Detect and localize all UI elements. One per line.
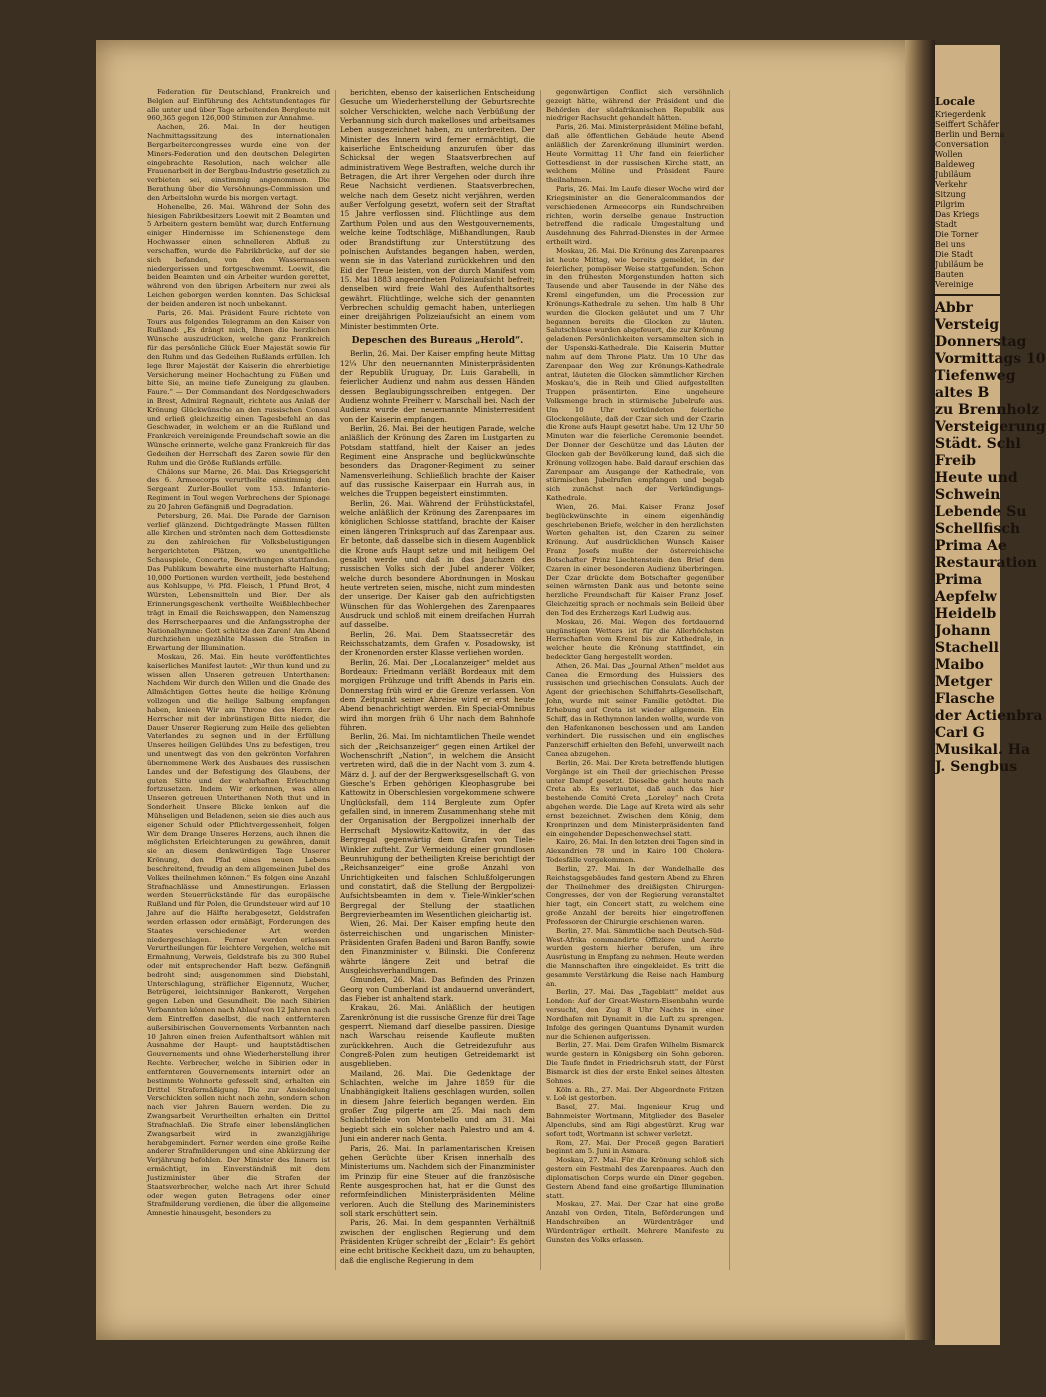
next-page-snippet: Städt. Schl	[935, 436, 1021, 452]
news-item: berichten, ebenso der kaiserlichen Entscheidung Gesuche um Wiederherstellung der Geburtsrechte solcher Verschickten, welche nach Verbüßung der Verbannung sich durch makelloses und arbeitsames Leben ausgezeichnet haben, zu unterbreiten. Der Minister des Innern wird ferner ermächtigt, die kaiserliche Entscheidung anzurufen über das Schicksal der wegen Staatsverbrechen auf administrativem Wege Bestraften, welche durch ihr Betragen, die Art ihrer Vergehen oder durch ihre Reue Nachsicht verdienen. Staatsverbrechen, welche nach dem Gesetz nicht verjähren, werden außer Verfolgung gesetzt, wofern seit der Straftat 15 Jahre verflossen sind. Flüchtlinge aus dem Zarthum Polen und aus den Westgouvernements, welche keine Todtschläge, Mißhandlungen, Raub oder Brandstiftung zur Unterstützung des polnischen Aufstandes begangen haben, werden, wenn sie in das Vaterland zurückkehren und den Eid der Treue leisten, von der durch Manifest vom 15. Mai 1883 angeordneten Polizeiaufsicht befreit; denselben wird freie Wahl des Aufenthaltsortes gewährt. Flüchtlinge, welche sich der genannten Verbrechen schuldig gemacht haben, unterliegen einer dreijährigen Polizeiaufsicht an einem vom Minister bestimmten Orte.	[340, 88, 535, 331]
news-item: Berlin, 27. Mai. Dem Grafen Wilhelm Bismarck wurde gestern in Königsberg ein Sohn geboren. Die Taufe findet in Friedrichsruh statt, der Fürst Bismarck ist dies der erste Enkel seines ältesten Sohnes.	[546, 1041, 724, 1085]
next-page-snippet: Kriegerdenk	[935, 110, 986, 119]
section-heading: Depeschen des Bureaus „Herold“.	[351, 335, 524, 346]
news-item: Rom, 27. Mai. Der Proceß gegen Baratieri beginnt am 5. Juni in Asmara.	[546, 1138, 724, 1156]
next-page-snippet: Berlin und Berna	[935, 130, 1005, 139]
next-page-header: Locale	[935, 95, 976, 108]
news-item: Athen, 26. Mai. Das „Journal Athen“ meldet aus Canea die Ermordung des Huissiers des russischen und griechischen Consulats. Auch der Agent der griechischen Schiffahrts-Gesellschaft, John, wurde mit seiner Familie getödtet. Die Erhebung auf Creta ist wieder allgemein. Ein Schiff, das in Rethymnon landen wollte, wurde von den Hafenkanonen beschossen und am Landen verhindert. Die russischen und ein englisches Panzerschiff erhielten den Befehl, unverweilt nach Canea abzugehen.	[546, 661, 724, 759]
column-rule	[729, 90, 730, 1270]
news-item: Mailand, 26. Mai. Die Gedenktage der Schlachten, welche im Jahre 1859 für die Unabhängigkeit Italiens geschlagen wurden, sollen in diesem Jahre feierlich begangen werden. Ein großer Zug pilgerte am 25. Mai nach dem Schlachtfelde von Montebello und am 31. Mai begiebt sich ein solcher nach Palestro und am 4. Juni ein anderer nach Genta.	[340, 1068, 535, 1144]
next-page-snippet: Carl G	[935, 725, 985, 741]
next-page-snippet: Musikal. Ha	[935, 742, 1031, 758]
next-page-snippet: der Actienbra	[935, 708, 1043, 724]
next-page-snippet: Heute und	[935, 470, 1018, 486]
news-item: Berlin, 26. Mai. Während der Frühstückstafel, welche anläßlich der Krönung des Zarenpaares im königlichen Schlosse stattfand, brachte der Kaiser einen längeren Trinkspruch auf das Zarenpaar aus. Er betonte, daß dasselbe sich in diesem Augenblick die Krone aufs Haupt setze und mit heiligem Oel gesalbt werde und daß in das Jauchzen des russischen Volks sich der Jubel anderer Völker, welche durch besondere Abordnungen in Moskau heute vertreten seien, mische, nicht zum mindesten der unserige. Der Kaiser gab den aufrichtigsten Wünschen für das Wohlergehen des Zarenpaares Ausdruck und schloß mit einem dreifachen Hurrah auf dasselbe.	[340, 498, 535, 630]
next-page-snippet: Prima	[935, 572, 983, 588]
news-item: Paris, 26. Mai. Im Laufe dieser Woche wird der Kriegsminister an die Generalcommandos der verschiedenen Armeecorps ein Rundschreiben richten, worin derselbe genaue Instruction betreffend die radicale Umgestaltung und Ausdehnung des Fahrrad-Dienstes in der Armee ertheilt wird.	[546, 185, 724, 247]
next-page-snippet: Jubiläum be	[935, 260, 984, 269]
next-page-snippet: Freib	[935, 453, 977, 469]
next-page-snippet: Wollen	[935, 150, 963, 159]
news-item: Berlin, 27. Mai. In der Wandelhalle des Reichstagsgebäudes fand gestern Abend zu Ehren der Theilnehmer des dreißigsten Chirurgen-Congresses, der von der Regierung veranstaltet hier tagt, ein Concert statt, zu welchem eine große Anzahl der bereits hier eingetroffenen Professoren der Chirurgie erschienen waren.	[546, 864, 724, 926]
next-page-snippet: Stachell	[935, 640, 999, 656]
next-page-snippet: Verkehr	[935, 180, 968, 189]
next-page-snippet: Sitzung	[935, 190, 966, 199]
news-item: Moskau, 27. Mai. Der Czar hat eine große Anzahl von Orden, Titeln, Beförderungen und Handschreiben an Würdenträger und Würdenträger ertheilt. Mehrere Manifeste zu Gunsten des Volks erlassen.	[546, 1200, 724, 1244]
next-page-snippet: Pilgrim	[935, 200, 965, 209]
news-item: Moskau, 26. Mai. Die Krönung des Zarenpaares ist heute Mittag, wie bereits gemeldet, in der feierlicher, pompöser Weise stattgefunden. Schon in den frühesten Morgenstunden hatten sich Tausende und aber Tausende in der Nähe des Kreml eingefunden, um die Procession zur Krönungs-Kathedrale zu sehen. Um halb 8 Uhr wurden die Glocken geläutet und um 7 Uhr begannen bereits die Glocken zu läuten. Salutschüsse wurden abgefeuert, die zur Krönung geladenen Persönlichkeiten versammelten sich in der Uspenski-Kathedrale. Die Kaiserin Mutter nahm auf dem Throne Platz. Um 10 Uhr das Zarenpaar den Weg zur Krönungs-Kathedrale antrat, läuteten die Glocken sämmtlicher Kirchen Moskau's, die in Reih und Glied aufgestellten Truppen präsentirten. Eine ungeheure Volksmenge brach in stürmische Jubelrufe aus. Um 10 Uhr verkündeten feierliche Glockengeläute, daß der Czar sich und der Czarin die Krone aufs Haupt gesetzt habe. Um 12 Uhr 50 Minuten war die feierliche Ceremonie beendet. Der Donner der Geschütze und das Läuten der Glocken gab der Bevölkerung kund, daß sich die Krönung vollzogen habe. Bald darauf erschien das Zarenpaar am Ausgange der Kathedrale, von stürmischen Jubelrufen empfangen und begab sich zunächst nach der Verkündigungs-Kathedrale.	[546, 246, 724, 503]
news-item: Paris, 26. Mai. In dem gespannten Verhältniß zwischen der englischen Regierung und dem Präsidenten Krüger schreibt der „Eclair“: Es gehört eine echt britische Keckheit dazu, um zu behaupten, daß die englische Regierung in dem	[340, 1218, 535, 1265]
next-page-snippet: Restauration	[935, 555, 1037, 571]
next-page-snippet: Johann	[935, 623, 991, 639]
next-page-snippet: Heidelb	[935, 606, 997, 622]
news-item: Berlin, 26. Mai. Der Kreta betreffende blutigen Vorgänge ist ein Theil der griechischen Presse unter Dampf gesetzt. Dieselbe geht heute nach Creta ab. Es verlautet, daß auch das hier bestehende Comité Creta „Loreley“ nach Creta abgehen werde. Die Lage auf Kreta wird als sehr ernst bezeichnet. Zwischen dem König, dem Kronprinzen und dem Ministerpräsidenten fand ein eingehender Depeschenwechsel statt.	[546, 758, 724, 838]
book-gutter	[905, 40, 935, 1340]
news-item: Wien, 26. Mai. Kaiser Franz Josef beglückwünschte in einem eigenhändig geschriebenen Briefe, welcher in den herzlichsten Worten gehalten ist, den Czaren zu seiner Krönung. Auf ausdrücklichen Wunsch Kaiser Franz Josefs mußte der österreichische Botschafter Prinz Liechtenstein den Brief dem Czaren in einer besonderen Audienz überbringen. Der Czar drückte dem Botschafter gegenüber seinen wärmsten Dank aus und betonte seine herzliche Freundschaft für Kaiser Franz Josef. Gleichzeitig sprach er nochmals sein Beileid über den Tod des Erzherzogs Karl Ludwig aus.	[546, 502, 724, 617]
news-item: Köln a. Rh., 27. Mai. Der Abgeordnete Fritzen v. Loë ist gestorben.	[546, 1085, 724, 1103]
next-page-snippet: altes B	[935, 385, 990, 401]
news-item: Châlons sur Marne, 26. Mai. Das Kriegsgericht des 6. Armeecorps verurtheilte einstimmig den Sergeant Zurler-Boullet vom 153. Infanterie-Regiment in Toul wegen Verbrechens der Spionage zu 20 Jahren Gefängniß und Degradation.	[147, 467, 330, 511]
news-item: Kairo, 26. Mai. In den letzten drei Tagen sind in Alexandrien 78 und in Kairo 100 Cholera-Todesfälle vorgekommen.	[546, 838, 724, 865]
next-page-snippet: Vormittags 10	[935, 351, 1046, 367]
adjacent-page-edge	[935, 45, 1046, 1345]
news-item: Moskau, 26. Mai. Ein heute veröffentlichtes kaiserliches Manifest lautet: „Wir thun kund und zu wissen allen Unseren getreuen Unterthanen: Nachdem Wir durch den Willen und die Gnade des Allmächtigen Gottes heute die heilige Krönung vollzogen und die heilige Salbung empfangen haben, knieen Wir am Throne des Herrn der Herrscher mit der inbrünstigen Bitte nieder, die Dauer Unserer Regierung zum Heile des geliebten Vaterlandes zu segnen und in der Erfüllung Unseres heiligen Gelübdes Uns zu befestigen, treu und unentwegt das von den gekrönten Vorfahren übernommene Werk des Ausbaues des russischen Landes und der Befestigung des Glaubens, der guten Sitte und der wahrhaften Erleuchtung fortzusetzen. Indem Wir erkennen, was allen Unseren getreuen Unterthanen Noth thut und in Sonderheit Unsere Blicke lenken auf die Mühseligen und Beladenen, seien sie dies auch aus eigener Schuld oder Pflichtvergessenheit, folgen Wir dem Drange Unseres Herzens, auch ihnen die möglichsten Erleichterungen zu gewähren, damit sie an diesem denkwürdigen Tage Unserer Krönung, den Pfad eines neuen Lebens beschreitend, freudig an dem allgemeinen Jubel des Volkes theilnehmen können.“ Es folgen eine Anzahl Strafnachlässe und Amnestirungen. Erlassen werden Steuerrückstände für das europäische Rußland und für Polen, die Grundsteuer wird auf 10 Jahre auf die Hälfte herabgesetzt, Geldstrafen werden erlassen oder ermäßigt, Forderungen des Staates verschiedener Art werden niedergeschlagen. Ferner werden erlassen Verurtheilungen für leichtere Vergehen, welche mit Ermahnung, Verweis, Geldstrafe bis zu 300 Rubel oder mit entsprechender Haft bezw. Gefängniß bedroht sind; ausgenommen sind Diebstahl, Unterschlagung, sträflicher Eigennutz, Wucher, Betrügerei, leichtsinniger Bankerott, Vergehen gegen Leben und Gesundheit. Die nach Sibirien Verbannten können nach Ablauf von 12 Jahren nach dem Eintreffen daselbst, die nach entfernteren außersibirischen Gouvernements Verbannten nach 10 Jahren einen freien Aufenthaltsort wählen mit Ausnahme der Haupt- und hauptstädtischen Gouvernements und ohne Wiederherstellung ihrer Rechte. Verbrecher, welche in Sibirien oder in entfernteren Gouvernements internirt oder an bestimmte Wohnorte gefesselt sind, erhalten ein Drittel Strafermäßigung. Die zur Ansiedelung Verschickten sollen nicht nach zehn, sondern schon nach vier Jahren Bauern werden. Die zu Zwangsarbeit Verurtheilten erhalten ein Drittel Strafnachlaß. Die Strafe einer lebenslänglichen Zwangsarbeit wird in zwanzigjährige herabgemindert. Ferner werden eine große Reihe anderer Strafmilderungen und eine Abkürzung der Verjährung befohlen. Der Minister des Innern ist ermächtigt, im Einverständniß mit dem Justizminister über die Strafen der Staatsverbrecher, welche nach Art ihrer Schuld oder wegen guten Betragens oder einer Strafmilderung verdienen, die über die allgemeine Amnestie hinausgeht, besonders zu	[147, 653, 330, 1218]
news-item: gegenwärtigen Conflict sich versöhnlich gezeigt hätte, während der Präsident und die Behörden der südafrikanischen Republik aus niedriger Rachsucht gehandelt hätten.	[546, 88, 724, 123]
column-rule	[335, 90, 336, 1270]
next-page-snippet: Aepfelw	[935, 589, 997, 605]
news-item: Aachen, 26. Mai. In der heutigen Nachmittagssitzung des internationalen Bergarbeitercongresses wurde eine von der Miners-Federation und den deutschen Delegirten eingebrachte Resolution, nach welcher alle Frauenarbeit in der Bergbau-Industrie gesetzlich zu verbieten sei, einstimmig angenommen. Die Berathung über die Versöhnungs-Commission und den Arbeitslohn wurde bis morgen vertagt.	[147, 123, 330, 202]
news-item: Berlin, 26. Mai. Dem Staatssecretär des Reichsschatzamts, dem Grafen v. Posadowsky, ist der Kronenorden erster Klasse verliehen worden.	[340, 629, 535, 658]
news-item: Paris, 26. Mai. In parlamentarischen Kreisen gehen Gerüchte über Krisen innerhalb des Ministeriums um. Nachdem sich der Finanzminister im Prinzip für eine Steuer auf die französische Rente ausgesprochen hat, hat er die Gunst des reformfeindlichen Ministerpräsidenten Méline verloren. Auch die Stellung des Marineministers soll stark erschüttert sein.	[340, 1143, 535, 1218]
next-page-snippet: Jubiläum	[935, 170, 972, 179]
news-item: Petersburg, 26. Mai. Die Parade der Garnison verlief glänzend. Dichtgedrängte Massen füllten alle Kirchen und strömten nach dem Gottesdienste zu den zahlreichen für Volksbelustigungen hergerichteten Plätzen, wo unentgeltliche Schauspiele, Concerte, Bewirthungen stattfanden. Das Publikum bewahrte eine musterhafte Haltung; 10,000 Portionen wurden vertheilt, jede bestehend aus Kohlsuppe, ½ Pfd. Fleisch, 1 Pfund Brot, 4 Würsten, Lebensmitteln und Bier. Der als Erinnerungsgeschenk vertheilte Weißblechbecher trägt in Email die Reichswappen, den Namenszug des Herrscherpaares und die Anfangsstrophe der Nationalhymne: Gott schütze den Zaren! Am Abend durchziehen ungezählte Massen die Straßen in Erwartung der Illumination.	[147, 511, 330, 653]
next-page-snippet: Das Kriegs	[935, 210, 980, 219]
next-page-snippet: Bauten	[935, 270, 964, 279]
next-page-snippet: Schwein	[935, 487, 1001, 503]
news-item: Paris, 26. Mai. Ministerpräsident Méline befahl, daß alle öffentlichen Gebäude heute Abend anläßlich der Zarenkrönung illuminirt werden. Heute Vormittag 11 Uhr fand ein feierlicher Gottesdienst in der russischen Kirche statt, an welchem Méline und Präsident Faure theilnahmen.	[546, 123, 724, 185]
news-item: Berlin, 27. Mai. Sämmtliche nach Deutsch-Süd-West-Afrika commandirte Offiziere und Aerzte wurden gestern hierher berufen, um ihre Ausrüstung in Empfang zu nehmen. Heute werden die Mannschaften ihre eingekleidet. Es tritt die gesammte Verstärkung die Reise nach Hamburg an.	[546, 926, 724, 988]
ad-rule	[935, 294, 1000, 296]
next-page-snippet: Seiffert Schäfer	[935, 120, 1000, 129]
next-page-snippet: Donnerstag	[935, 334, 1027, 350]
news-item: Berlin, 26. Mai. Bei der heutigen Parade, welche anläßlich der Krönung des Zaren im Lustgarten zu Potsdam stattfand, hielt der Kaiser an jedes Regiment eine Ansprache und beglückwünschte besonders das Dragoner-Regiment zu seiner Namensverleihung. Schließlich brachte der Kaiser auf das russische Kaiserpaar ein Hurrah aus, in welches die Truppen begeistert einstimmten.	[340, 424, 535, 499]
news-item: Moskau, 26. Mai. Wegen des fortdauernd ungünstigen Wetters ist für die Allerhöchsten Herrschaften vom Kreml bis zur Kathedrale, in welcher heute die Krönung stattfindet, ein bedeckter Gang hergestellt worden.	[546, 617, 724, 661]
column-3	[546, 88, 724, 1244]
next-page-snippet: Vereinige	[935, 280, 974, 289]
next-page-snippet: J. Sengbus	[935, 759, 1018, 775]
next-page-snippet: Die Torner	[935, 230, 979, 239]
next-page-snippet: Schellfisch	[935, 521, 1021, 537]
next-page-snippet: Die Stadt	[935, 250, 974, 259]
next-page-snippet: Versteig	[935, 317, 1000, 333]
news-item: Berlin, 26. Mai. Der Kaiser empfing heute Mittag 12¼ Uhr den neuernannten Ministerpräsidenten der Republik Uruguay, Dr. Luis Garabelli, in feierlicher Audienz und nahm aus dessen Händen dessen Beglaubigungsschreiben entgegen. Der Audienz wohnte Freiherr v. Marschall bei. Nach der Audienz wurde der neuernannte Ministerresident von der Kaiserin empfangen.	[340, 349, 535, 424]
news-item: Hohenelbe, 26. Mai. Während der Sohn des hiesigen Fabrikbesitzers Loewit mit 2 Beamten und 5 Arbeitern gestern bemüht war, durch Entfernung einiger Hindernisse im Schienenstege dem Hochwasser einen schnelleren Abfluß zu verschaffen, wurde die Fabrikbrücke, auf der sie sich befanden, von den Wassermassen niedergerissen und fortgeschwemmt. Loewit, die beiden Beamten und ein Arbeiter wurden gerettet, während von den übrigen Arbeitern nur zwei als Leichen geborgen werden konnten. Das Schicksal der beiden anderen ist noch unbekannt.	[147, 202, 330, 308]
next-page-snippet: Lebende Su	[935, 504, 1027, 520]
news-item: Berlin, 26. Mai. Der „Localanzeiger“ meldet aus Bordeaux: Friedmann verläßt Bordeaux mit dem morgigen Frühzuge und trifft Abends in Paris ein. Donnerstag früh wird er die Grenze verlassen. Von dem Zeitpunkt seiner Abreise wird er erst heute Abend benachrichtigt werden. Ein Special-Omnibus wird ihn morgen früh 6 Uhr nach dem Bahnhofe führen.	[340, 657, 535, 733]
news-item: Gmunden, 26. Mai. Das Befinden des Prinzen Georg von Cumberland ist andauernd unverändert, das Fieber ist anhaltend stark.	[340, 975, 535, 1003]
news-item: Federation für Deutschland, Frankreich und Belgien auf Einführung des Achtstundentages für alle unter und über Tage arbeitenden Bergleute mit 960,365 gegen 126,000 Stimmen zur Annahme.	[147, 88, 330, 123]
next-page-snippet: Metger	[935, 674, 992, 690]
next-page-snippet: Bei uns	[935, 240, 966, 249]
news-item: Moskau, 27. Mai. Für die Krönung schloß sich gestern ein Festmahl des Zarenpaares. Auch den diplomatischen Corps wurde ein Diner gegeben. Gestern Abend fand eine großartige Illumination statt.	[546, 1156, 724, 1200]
next-page-snippet: zu Brennholz	[935, 402, 1040, 418]
column-2	[340, 88, 535, 1265]
next-page-snippet: Prima Ae	[935, 538, 1007, 554]
news-item: Berlin, 27. Mai. Das „Tageblatt“ meldet aus London: Auf der Great-Western-Eisenbahn wurde versucht, den Zug 8 Uhr Nachts in einer Nordhafen mit Dynamit in die Luft zu sprengen. Infolge des geringen Quantums Dynamit wurden nur die Schienen aufgerissen.	[546, 988, 724, 1041]
next-page-snippet: Tiefenweg	[935, 368, 1016, 384]
column-rule	[540, 90, 541, 1270]
column-1	[147, 88, 330, 1218]
next-page-snippet: Versteigerung	[935, 419, 1046, 435]
next-page-snippet: Conversation	[935, 140, 989, 149]
news-item: Krakau, 26. Mai. Anläßlich der heutigen Zarenkrönung ist die russische Grenze für drei Tage gesperrt. Niemand darf dieselbe passiren. Diesige nach Warschau reisende Kaufleute mußten zurückkehren. Auch die Getreidezufuhr aus Congreß-Polen zum heutigen Getreidemarkt ist ausgeblieben.	[340, 1003, 535, 1069]
news-item: Berlin, 26. Mai. Im nichtamtlichen Theile wendet sich der „Reichsanzeiger“ gegen einen Artikel der Wochenschrift „Nation“, in welchem die Ansicht vertreten wird, daß die in der Nacht vom 3. zum 4. März d. J. auf der der Bergwerksgesellschaft G. von Giesche's Erben gehörigen Kleophasgrube bei Kattowitz in Oberschlesien vorgekommene schwere Unglücksfall, dem 114 Bergleute zum Opfer gefallen sind, in innerem Zusammenhang stehe mit der Organisation der Bergpolizei innerhalb der Herrschaft Myslowitz-Kattowitz, in der das Bergregal gegenwärtig dem Grafen von Tiele-Winkler zufteht. Zur Vermeidung einer grundlosen Beunruhigung der betheiligten Kreise berichtigt der „Reichsanzeiger“ eine große Anzahl von Unrichtigkeiten und falschen Schlußfolgerungen und constatirt, daß die Stellung der Bergpolizei-Aufsichtsbeamten in dem v. Tiele-Winkler'schen Bergregal der Stellung der staatlichen Bergrevierbeamten im Wesentlichen gleichartig ist.	[340, 732, 535, 919]
next-page-snippet: Flasche	[935, 691, 995, 707]
news-item: Paris, 26. Mai. Präsident Faure richtete von Tours aus folgendes Telegramm an den Kaiser von Rußland: „Es drängt mich, Ihnen die herzlichen Wünsche auszudrücken, welche ganz Frankreich für das persönliche Glück Euer Majestät sowie für den Ruhm und das Gedeihen Rußlands erfüllen. Ich lege Ihrer Majestät der Kaiserin die ehrerbietige Versicherung meiner Hochachtung zu Füßen und bitte Sie, an meine tiefe Zuneigung zu glauben. Faure.“ — Der Commandant des Nordgeschwaders in Brest, Admiral Regnault, richtete aus Anlaß der Krönung Glückwünsche an den russischen Consul und erließ gleichzeitig einen Tagesbefehl an das Geschwader, in welchem er an die Rußland und Frankreich vereinigende Freundschaft sowie an die Wünsche erinnerte, welche ganz Frankreich für das Gedeihen der Herrschaft des Zaren sowie für den Ruhm und die Größe Rußlands erfülle.	[147, 308, 330, 467]
next-page-snippet: Stadt	[935, 220, 957, 229]
next-page-snippet: Maibo	[935, 657, 985, 673]
news-item: Basel, 27. Mai. Ingenieur Krug und Bahnmeister Wortmann, Mitglieder des Baseler Alpenclubs, sind am Rigi abgestürzt. Krug war sofort todt, Wortmann ist schwer verletzt.	[546, 1103, 724, 1138]
next-page-snippet: Baldeweg	[935, 160, 975, 169]
next-page-snippet: Abbr	[935, 300, 973, 316]
news-item: Wien, 26. Mai. Der Kaiser empfing heute den österreichischen und ungarischen Minister-Präsidenten Grafen Badeni und Baron Banffy, sowie den Finanzminister v. Bilinski. Die Conferenz währte längere Zeit und betraf die Ausgleichsverhandlungen.	[340, 919, 535, 975]
